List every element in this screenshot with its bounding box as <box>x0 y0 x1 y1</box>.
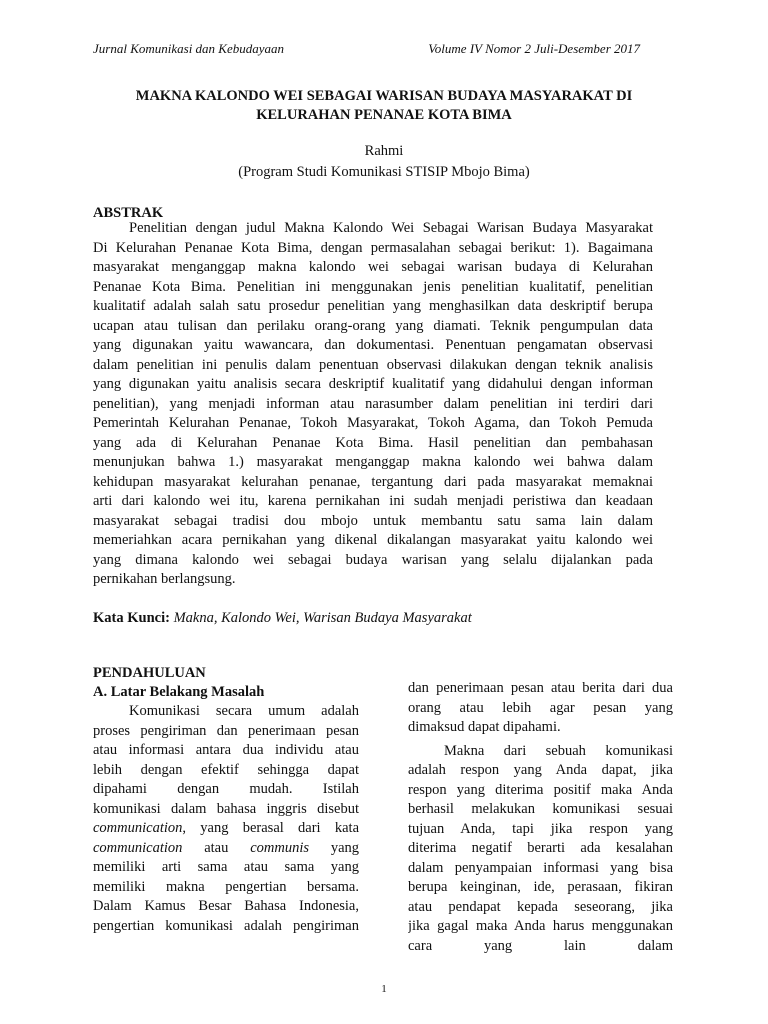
journal-name: Jurnal Komunikasi dan Kebudayaan <box>93 41 285 56</box>
abstract-body <box>93 219 653 590</box>
italic-term: communis <box>250 839 309 856</box>
body-line: komunikasi dalam bahasa inggris disebut <box>93 800 359 817</box>
body-line: atau pendapat kepada seseorang, jika <box>408 898 673 915</box>
author-affiliation: (Program Studi Komunikasi STISIP Mbojo Bima) <box>238 164 530 180</box>
body-line: memiliki makna pengertian bersama. <box>93 878 359 895</box>
right-column <box>408 679 673 956</box>
left-column <box>93 664 359 936</box>
abstract-heading: ABSTRAK <box>93 205 164 221</box>
body-line: cara yang lain dalam <box>408 937 673 954</box>
author-name: Rahmi <box>364 143 404 159</box>
abstract-line: arti dari kalondo wei itu, karena pernikahan ini sudah menjadi peristiwa dan keadaan <box>93 493 653 509</box>
body-line: diterima negatif berarti ada kesalahan <box>408 840 673 856</box>
body-line: adalah respon yang Anda dapat, jika <box>408 762 673 778</box>
page-number: 1 <box>381 983 387 995</box>
body-line: Dalam Kamus Besar Bahasa Indonesia, <box>93 898 359 914</box>
abstract-line: Pemerintah Kelurahan Penanae, Tokoh Masyarakat, Tokoh Agama, dan Tokoh Pemuda <box>93 415 653 431</box>
body-line: respon yang diterima positif maka Anda <box>408 781 673 798</box>
abstract-line: Di Kelurahan Penanae Kota Bima, dengan permasalahan sebagai berikut: 1). Bagaimana <box>93 239 653 256</box>
body-line: Komunikasi secara umum adalah <box>129 703 359 719</box>
italic-term: communication <box>93 839 183 856</box>
title-line: KELURAHAN PENANAE KOTA BIMA <box>256 107 512 123</box>
abstract-line: Penelitian dengan judul Makna Kalondo Wei Sebagai Warisan Budaya Masyarakat <box>129 220 653 236</box>
abstract-line: yang ada di Kelurahan Penanae Kota Bima. Hasil penelitian dan pembahasan <box>93 434 653 451</box>
keywords-value: Makna, Kalondo Wei, Warisan Budaya Masyarakat <box>173 610 472 626</box>
abstract-line: penelitian), yang menjadi informan atau narasumber dalam penelitian ini terdiri dari <box>93 395 653 412</box>
title-line: MAKNA KALONDO WEI SEBAGAI WARISAN BUDAYA MASYARAKAT DI <box>135 88 633 104</box>
abstract-line: yang digunakan yaitu wawancara, dan dokumentasi. Penentuan pengamatan observasi <box>93 337 653 353</box>
body-line: dalam penyampaian informasi yang bisa <box>408 859 673 876</box>
body-line: lebih dengan efektif sehingga dapat <box>93 761 359 778</box>
abstract-line: pernikahan berlangsung. <box>93 571 236 587</box>
section-heading: PENDAHULUAN <box>93 665 206 681</box>
body-line: proses pengiriman dan penerimaan pesan <box>93 722 359 739</box>
abstract-line: kualitatif adalah salah satu prosedur penelitian yang menghasilkan data deskriptif berupa <box>93 298 653 314</box>
keywords <box>93 609 653 627</box>
abstract-line: Penanae Kota Bima. Penelitian ini menggunakan jenis penelitian kualitatif, penelitian <box>93 278 653 295</box>
body-line: jika gagal maka Anda harus menggunakan <box>408 918 673 934</box>
body-line: berhasil melakukan komunikasi sesuai <box>408 801 673 817</box>
abstract-line: menunjukan bahwa 1.) masyarakat menganggap makna kalondo wei bahwa dalam <box>93 454 653 470</box>
body-line-italic: communication, yang berasal dari kata <box>93 820 359 836</box>
body-line: berupa keinginan, ide, perasaan, fikiran <box>408 879 673 895</box>
body-line: dimaksud dapat dipahami. <box>408 719 561 735</box>
abstract-line: yang dimana kalondo wei sebagai budaya warisan yang selalu dijalankan pada <box>93 551 653 568</box>
body-line: atau informasi antara dua individu atau <box>93 742 359 758</box>
journal-volume: Volume IV Nomor 2 Juli-Desember 2017 <box>428 41 640 56</box>
paper-title <box>93 87 675 125</box>
body-line: pengertian komunikasi adalah pengiriman <box>93 917 359 934</box>
abstract-line: yang digunakan yaitu analisis secara deskriptif kualitatif yang didahului dengan informan <box>93 376 653 392</box>
abstract-line: masyarakat sebagai tradisi dou mbojo untuk membantu satu sama lain dalam <box>93 512 653 529</box>
italic-term: communication <box>93 820 183 836</box>
body-line: tujuan Anda, tapi jika respon yang <box>408 820 673 837</box>
author-block <box>93 141 675 183</box>
keywords-label: Kata Kunci: <box>93 610 170 626</box>
abstract-line: masyarakat menganggap makna kalondo wei sebagai warisan budaya di Kelurahan <box>93 259 653 275</box>
body-line: dipahami dengan mudah. Istilah <box>93 781 359 797</box>
body-line: dan penerimaan pesan atau berita dari dua <box>408 680 673 696</box>
abstract-line: dalam penelitian ini penulis dalam penentuan observasi dilakukan dengan teknik analisis <box>93 356 653 373</box>
body-line: orang atau lebih agar pesan yang <box>408 699 673 716</box>
subsection-heading: A. Latar Belakang Masalah <box>93 684 265 700</box>
abstract-line: memeriahkan acara pernikahan yang dikenal dikalangan masyarakat yaitu kalondo wei <box>93 532 653 548</box>
abstract-line: kehidupan masyarakat kelurahan penanae, tergantung dari pada masyarakat memaknai <box>93 473 653 490</box>
body-line-italic: communication atau communis yang <box>93 839 359 856</box>
body-line: memiliki arti sama atau sama yang <box>93 859 359 875</box>
body-line: Makna dari sebuah komunikasi <box>444 742 673 759</box>
abstract-line: ucapan atau tulisan dan perilaku orang-orang yang diamati. Teknik pengumpulan data <box>93 317 653 334</box>
